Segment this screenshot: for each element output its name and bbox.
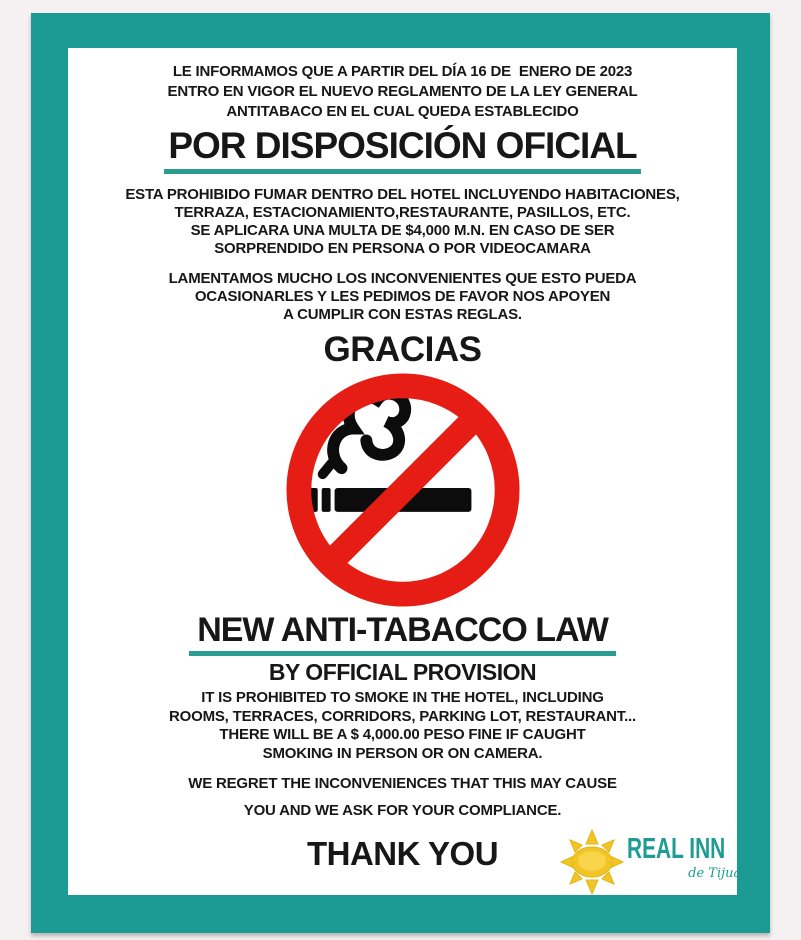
english-thanks: THANK YOU — [306, 835, 499, 873]
spanish-intro — [68, 62, 737, 122]
intro-line: LE INFORMAMOS QUE A PARTIR DEL DÍA 16 DE ENERO DE 2023 — [172, 63, 633, 80]
footer — [68, 827, 758, 899]
spanish-heading-row — [68, 122, 737, 174]
spanish-heading: POR DISPOSICIÓN OFICIAL — [164, 125, 640, 174]
smoke-shape — [322, 463, 331, 474]
body-line: ROOMS, TERRACES, CORRIDORS, PARKING LOT, RESTAURANT... — [169, 707, 636, 725]
logo-text — [627, 835, 763, 881]
body-line: OCASIONARLES Y LES PEDIMOS DE FAVOR NOS APOYEN — [194, 287, 611, 305]
body-line: SE APLICARA UNA MULTA DE $4,000 M.N. EN CASO DE SER — [190, 221, 615, 239]
spanish-body-2 — [68, 270, 737, 324]
body-line: THERE WILL BE A $ 4,000.00 PESO FINE IF CAUGHT — [219, 726, 586, 744]
body-line: A CUMPLIR CON ESTAS REGLAS. — [283, 305, 522, 323]
body-line: SMOKING IN PERSON OR ON CAMERA. — [262, 744, 543, 762]
body-line: ESTA PROHIBIDO FUMAR DENTRO DEL HOTEL INCLUYENDO HABITACIONES, — [125, 185, 680, 203]
body-line: SORPRENDIDO EN PERSONA O POR VIDEOCAMARA — [214, 239, 591, 257]
hotel-logo — [559, 827, 758, 897]
logo-name: REAL INN — [627, 833, 726, 866]
sun-icon — [559, 827, 625, 897]
poster-sheet — [68, 48, 758, 895]
english-body-2 — [68, 770, 737, 824]
english-heading: NEW ANTI-TABACCO LAW — [189, 611, 616, 656]
spanish-thanks: GRACIAS — [323, 329, 482, 369]
logo-tagline: de Tijuana — [688, 866, 758, 882]
body-line: YOU AND WE ASK FOR YOUR COMPLIANCE. — [243, 802, 562, 820]
english-heading-row — [68, 609, 737, 656]
spanish-body-1 — [68, 186, 737, 258]
english-body-1 — [68, 689, 737, 763]
body-line: WE REGRET THE INCONVENIENCES THAT THIS MAY CAUSE — [188, 775, 617, 793]
english-subheading: BY OFFICIAL PROVISION — [268, 659, 537, 686]
body-line: LAMENTAMOS MUCHO LOS INCONVENIENTES QUE ESTO PUEDA — [168, 269, 637, 287]
body-line: TERRAZA, ESTACIONAMIENTO,RESTAURANTE, PASILLOS, ETC. — [174, 203, 631, 221]
poster-frame — [31, 13, 770, 933]
no-smoking-icon — [68, 371, 737, 609]
body-line: IT IS PROHIBITED TO SMOKE IN THE HOTEL, INCLUDING — [201, 689, 604, 707]
intro-line: ANTITABACO EN EL CUAL QUEDA ESTABLECIDO — [226, 103, 579, 120]
intro-line: ENTRO EN VIGOR EL NUEVO REGLAMENTO DE LA LEY GENERAL — [167, 83, 638, 100]
